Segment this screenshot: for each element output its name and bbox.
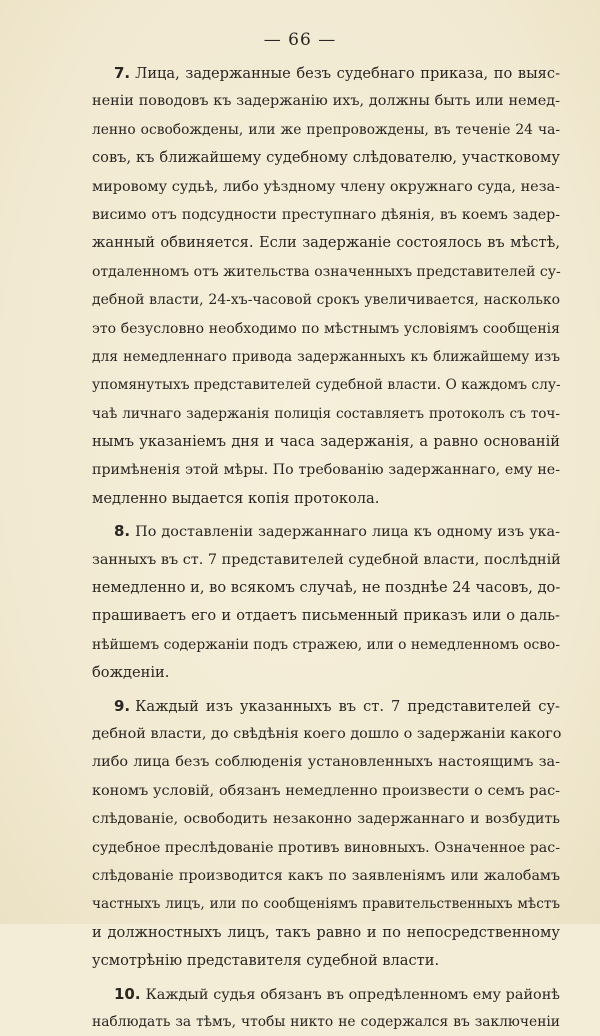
article-number: 7.: [114, 64, 130, 82]
article-line: отдаленномъ отъ жительства означенныхъ представителей су-: [92, 258, 560, 286]
article-line: жанный обвиняется. Если задержаніе состоялось въ мѣстѣ,: [92, 229, 560, 257]
article-line: либо лица безъ соблюденія установленныхъ настоящимъ за-: [92, 748, 560, 776]
article-10: [92, 980, 560, 1036]
article-first-line: Лица, задержанные безъ судебнаго приказа, по выяс-: [135, 65, 560, 82]
article-line: медленно выдается копія протокола.: [92, 485, 560, 513]
article-line: частныхъ лицъ, или по сообщеніямъ правительственныхъ мѣстъ: [92, 890, 560, 918]
article-line: для немедленнаго привода задержанныхъ къ ближайшему изъ: [92, 343, 560, 371]
article-8: [92, 517, 560, 687]
article-line: [92, 692, 560, 720]
article-number: 9.: [114, 697, 130, 715]
article-first-line: По доставленіи задержаннаго лица къ одному изъ ука-: [135, 524, 560, 540]
article-line: судебное преслѣдованіе противъ виновныхъ. Означенное рас-: [92, 834, 560, 862]
article-7: [92, 59, 560, 513]
article-number: 10.: [114, 985, 141, 1003]
article-line: дебной власти, до свѣдѣнія коего дошло о задержаніи какого: [92, 720, 560, 748]
article-line: чаѣ личнаго задержанія полиція составляетъ протоколъ съ точ-: [92, 400, 560, 428]
article-line: немедленно и, во всякомъ случаѣ, не позднѣе 24 часовъ, до-: [92, 574, 560, 602]
article-line: слѣдованіе производится какъ по заявленіямъ или жалобамъ: [92, 862, 560, 890]
article-line: божденіи.: [92, 659, 560, 687]
article-line: совъ, къ ближайшему судебному слѣдователю, участковому: [92, 144, 560, 172]
article-line: дебной власти, 24-хъ-часовой срокъ увеличивается, насколько: [92, 286, 560, 314]
article-line: нымъ указаніемъ дня и часа задержанія, а равно основаній: [92, 428, 560, 456]
page-number: — 66 —: [0, 30, 600, 50]
article-line: неніи поводовъ къ задержанію ихъ, должны быть или немед-: [92, 87, 560, 115]
article-line: упомянутыхъ представителей судебной власти. О каждомъ слу-: [92, 371, 560, 399]
article-line: это безусловно необходимо по мѣстнымъ условіямъ сообщенія: [92, 315, 560, 343]
article-line: примѣненія этой мѣры. По требованію задержаннаго, ему не-: [92, 456, 560, 484]
article-first-line: Каждый судья обязанъ въ опредѣленномъ ему районѣ: [146, 987, 560, 1003]
article-line: [92, 980, 560, 1008]
article-first-line: Каждый изъ указанныхъ въ ст. 7 представителей су-: [135, 698, 560, 715]
article-9: [92, 692, 560, 976]
document-body: [92, 59, 560, 1036]
article-line: кономъ условій, обязанъ немедленно произвести о семъ рас-: [92, 777, 560, 805]
article-line: мировому судьѣ, либо уѣздному члену окружнаго суда, неза-: [92, 173, 560, 201]
article-line: прашиваетъ его и отдаетъ письменный приказъ или о даль-: [92, 602, 560, 630]
article-line: [92, 517, 560, 545]
article-number: 8.: [114, 522, 130, 540]
article-line: нѣйшемъ содержаніи подъ стражею, или о немедленномъ осво-: [92, 631, 560, 659]
article-line: и должностныхъ лицъ, такъ равно и по непосредственному: [92, 919, 560, 947]
article-line: [92, 59, 560, 87]
article-line: ленно освобождены, или же препровождены, въ теченіе 24 ча-: [92, 116, 560, 144]
article-line: занныхъ въ ст. 7 представителей судебной власти, послѣдній: [92, 546, 560, 574]
article-line: слѣдованіе, освободить незаконно задержаннаго и возбудить: [92, 805, 560, 833]
article-line: наблюдать за тѣмъ, чтобы никто не содержался въ заключеніи: [92, 1008, 560, 1036]
article-line: усмотрѣнію представителя судебной власти.: [92, 947, 560, 975]
article-line: висимо отъ подсудности преступнаго дѣянія, въ коемъ задер-: [92, 201, 560, 229]
